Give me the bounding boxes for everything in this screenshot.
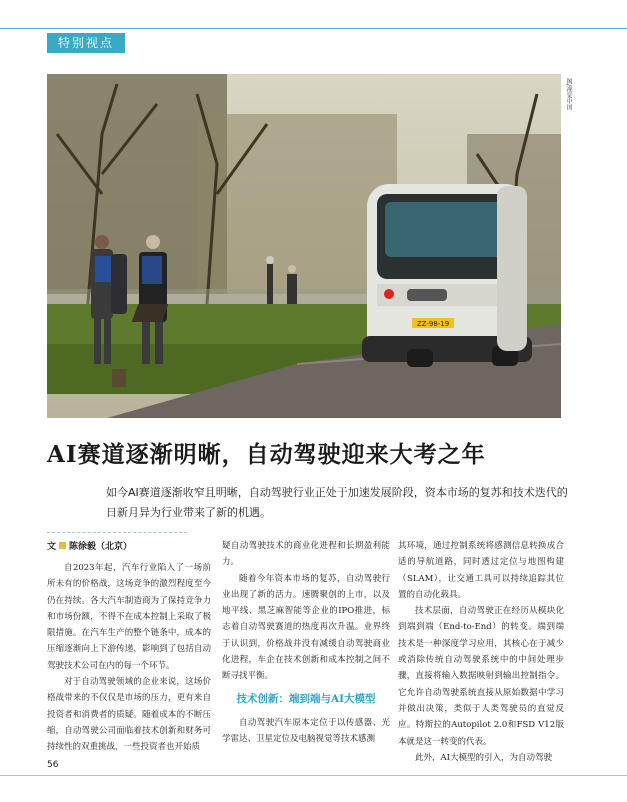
article-headline: AI赛道逐渐明晰，自动驾驶迎来大考之年	[47, 441, 486, 468]
photo-credit: 图/视觉中国	[565, 78, 572, 111]
autonomous-shuttle-photo	[47, 74, 561, 418]
byline	[47, 539, 132, 552]
paragraph: 对于自动驾驶领域的企业来说，这场价格战带来的不仅仅是市场的压力，更有来自投资者和消费者的质疑。随着成本的不断压缩，自动驾驶公司面临着技术创新和财务可持续性的双重挑战，一些投资者也开始质	[47, 677, 211, 753]
paragraph: 自2023年起，汽车行业陷入了一场前所未有的价格战，这场竞争的激烈程度至今仍在持续。各大汽车制造商为了保持竞争力和市场份额，不得不在成本控制上采取了极限措施。在汽车生产的整个链条中，成本的压缩逐渐向上下游传递，影响到了包括自动驾驶技术公司在内的每一个环节。	[47, 563, 211, 671]
paragraph: 此外，AI大模型的引入，为自动驾驶	[415, 752, 552, 763]
paragraph: 随着今年资本市场的复苏，自动驾驶行业出现了新的活力。速腾聚创的上市，以及地平线、黑芝麻智能等企业的IPO推进，标志着自动驾驶赛道的热度再次升温。业界终于认识到，价格战并没有减缓自动驾驶商业化进程，车企在技术创新和成本控制之间不断寻找平衡。	[222, 573, 390, 682]
byline-prefix: 文	[47, 542, 57, 552]
column-1	[47, 560, 211, 756]
page-number: 56	[47, 760, 59, 770]
byline-name: 陈徐毅（北京）	[69, 542, 133, 552]
paragraph: 自动驾驶汽车原本定位于以传感器、光学雷达、卫星定位及电脑视觉等技术感测	[222, 717, 390, 745]
section-subhead: 技术创新：端到端与AI大模型	[236, 692, 376, 705]
license-plate: ZZ-98-19	[416, 320, 450, 328]
footer-rule	[0, 775, 627, 776]
paragraph: 其环境，通过控制系统将感测信息转换成合适的导航道路，同时透过定位与地图构建（SLAM），让交通工具可以持续追踪其位置的自动化载具。	[398, 541, 564, 600]
article-dek: 如今AI赛道逐渐收窄且明晰，自动驾驶行业正处于加速发展阶段，资本市场的复苏和技术迭代的日新月异为行业带来了新的机遇。	[106, 486, 568, 519]
section-tag: 特别视点	[47, 33, 125, 53]
byline-marker	[59, 542, 66, 549]
paragraph: 疑自动驾驶技术的商业化进程和长期盈利能力。	[222, 541, 390, 568]
byline-rule	[47, 532, 187, 533]
column-2	[222, 538, 390, 748]
column-3	[398, 538, 564, 766]
paragraph: 技术层面，自动驾驶正在经历从模块化到端到端（End-to-End）的转变。端到端技术是一种深度学习应用，其核心在于减少或消除传统自动驾驶系统中的中间处理步骤，直接将输入数据映射到输出控制指令。它允许自动驾驶系统直接从原始数据中学习并做出决策，类似于人类驾驶员的直觉反应。特斯拉的Autopilot 2.0和FSD V12版本就是这一转变的代表。	[398, 606, 564, 747]
header-rule	[0, 28, 627, 29]
article-photo	[47, 74, 561, 418]
